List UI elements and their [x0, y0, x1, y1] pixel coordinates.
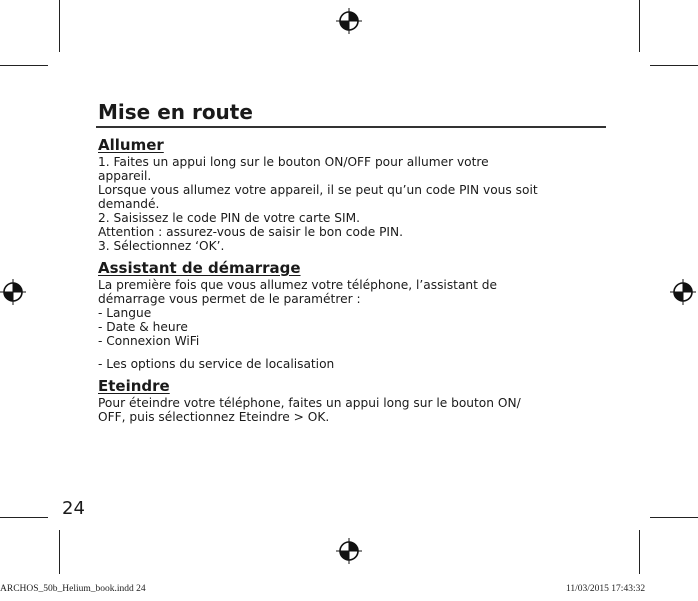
list-item: - Connexion WiFi: [98, 334, 200, 348]
crop-mark-top-left-horizontal: [0, 65, 48, 66]
paragraph-line: La première fois que vous allumez votre téléphone, l’assistant de: [98, 278, 498, 292]
crop-mark-top-right-vertical: [639, 0, 640, 52]
paragraph-line: demandé.: [98, 197, 160, 211]
paragraph-line: Pour éteindre votre téléphone, faites un appui long sur le bouton ON/: [98, 396, 521, 410]
paragraph-line: Lorsque vous allumez votre appareil, il se peut qu’un code PIN vous soit: [98, 183, 538, 197]
crop-mark-bottom-right-horizontal: [650, 517, 698, 518]
page-content: [98, 137, 618, 424]
paragraph-line: démarrage vous permet de le paramétrer :: [98, 292, 361, 306]
registration-mark-icon: [336, 8, 362, 34]
footer-file-slug: ARCHOS_50b_Helium_book.indd 24: [0, 584, 146, 594]
registration-mark-icon: [336, 538, 362, 564]
paragraph-line: 2. Saisissez le code PIN de votre carte SIM.: [98, 211, 360, 225]
paragraph-line: 3. Sélectionnez ‘OK’.: [98, 239, 225, 253]
crop-mark-bottom-left-horizontal: [0, 517, 48, 518]
crop-mark-top-left-vertical: [59, 0, 60, 52]
title-underline-rule: [96, 126, 606, 128]
crop-mark-top-right-horizontal: [650, 65, 698, 66]
paragraph-line: OFF, puis sélectionnez Eteindre > OK.: [98, 410, 330, 424]
paragraph-line: Attention : assurez-vous de saisir le bon code PIN.: [98, 225, 404, 239]
paragraph-line: 1. Faites un appui long sur le bouton ON/OFF pour allumer votre: [98, 155, 489, 169]
crop-mark-bottom-right-vertical: [639, 530, 640, 574]
footer-timestamp: 11/03/2015 17:43:32: [566, 584, 646, 594]
list-item: - Langue: [98, 306, 152, 320]
heading-assistant-demarrage: Assistant de démarrage: [98, 259, 301, 277]
registration-mark-icon: [670, 279, 696, 305]
list-item: - Les options du service de localisation: [98, 357, 335, 371]
paragraph-line: appareil.: [98, 169, 152, 183]
page-number: 24: [62, 498, 85, 519]
crop-mark-bottom-left-vertical: [59, 530, 60, 574]
list-item: - Date & heure: [98, 320, 188, 334]
page-title: Mise en route: [98, 100, 253, 124]
heading-eteindre: Eteindre: [98, 377, 170, 395]
registration-mark-icon: [0, 279, 26, 305]
heading-allumer: Allumer: [98, 136, 164, 154]
